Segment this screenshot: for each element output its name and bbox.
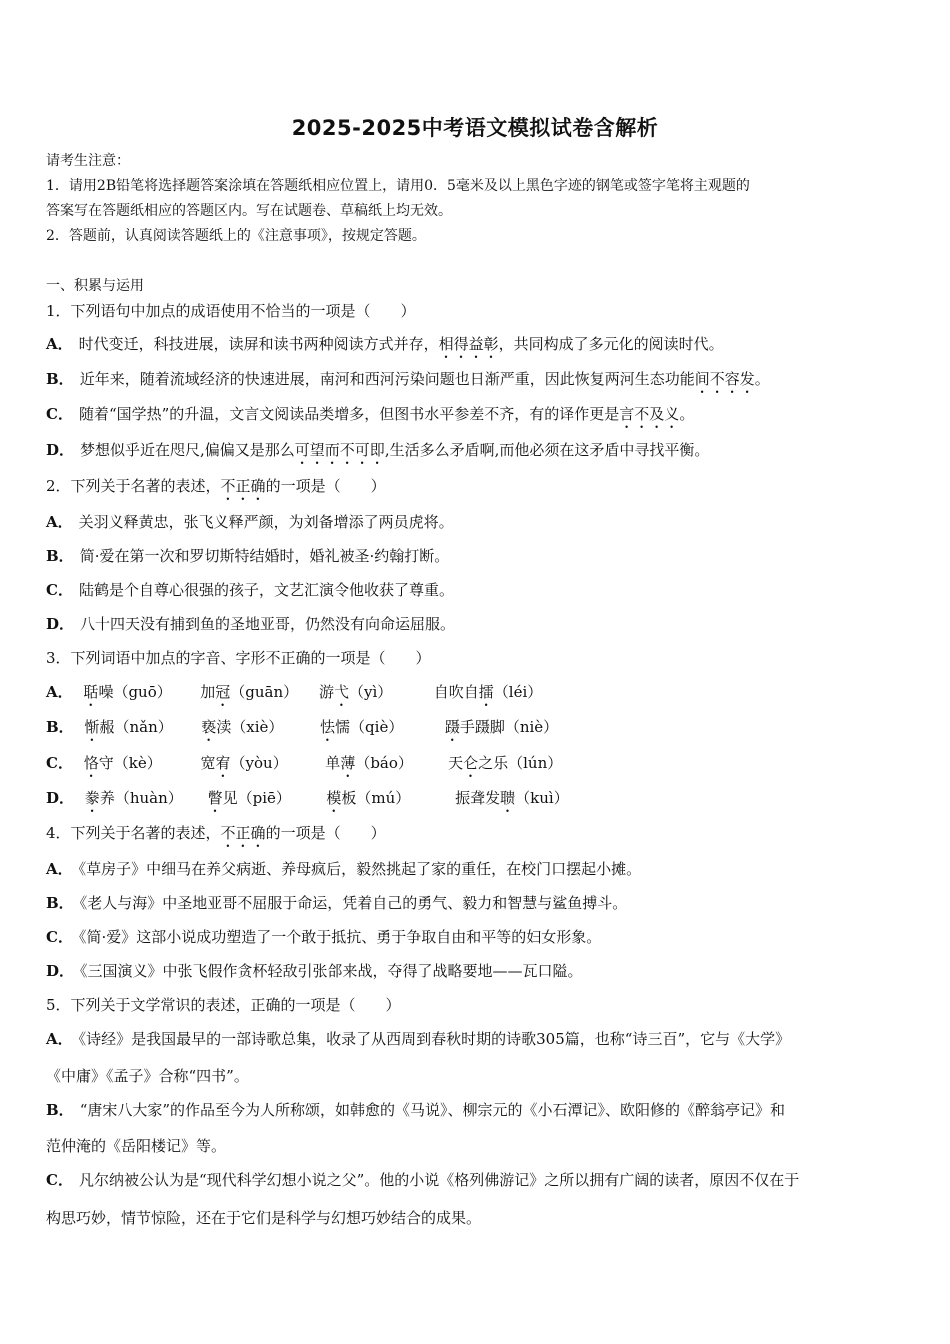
word-text: 天: [448, 754, 464, 772]
option-text: 梦想似乎近在咫尺,偏偏又是那么: [80, 441, 295, 459]
option-letter: C．: [46, 581, 73, 599]
dotted-char: 宥: [215, 754, 231, 772]
option-letter: A．: [46, 335, 73, 353]
option-letter: A．: [46, 513, 73, 531]
q5-option-b-cont: 范仲淹的《岳阳楼记》等。: [46, 1137, 227, 1155]
word-text: 噪（guō）: [98, 683, 172, 701]
q3-option-a: [46, 682, 902, 710]
dotted-char: 薄: [340, 754, 356, 772]
option-letter: A．: [46, 1030, 73, 1048]
dotted-char: 豢: [84, 789, 100, 807]
option-letter: A．: [46, 860, 73, 878]
q2-option-c: [46, 580, 902, 600]
word-text: 游: [318, 683, 334, 701]
option-letter: B．: [46, 370, 74, 388]
word-text: 板（mú）: [341, 789, 411, 807]
stem-text: 的一项是（ ）: [265, 477, 386, 495]
word-text: 懦（qiè）: [335, 718, 404, 736]
option-text: 《老人与海》中圣地亚哥不屈服于命运，凭着自己的勇气、毅力和智慧与鲨鱼搏斗。: [79, 894, 628, 912]
word-cell: [326, 788, 450, 816]
word-cell: [320, 717, 440, 745]
q1-option-c: [46, 404, 902, 432]
dotted-word: 不正确: [220, 824, 266, 842]
dotted-char: 亵: [201, 718, 217, 736]
word-text: （guān）: [230, 683, 299, 701]
word-text: （kuì）: [515, 789, 569, 807]
q5-option-a: [46, 1029, 902, 1049]
option-text: 陆鹤是个自尊心很强的孩子，文艺汇演令他收获了尊重。: [78, 581, 454, 599]
dotted-char: 蹑: [444, 718, 460, 736]
option-text: 《三国演义》中张飞假作贪杯轻敌引张郃来战，夺得了战略要地——瓦口隘。: [80, 962, 583, 980]
dotted-char: 瞥: [207, 789, 223, 807]
word-text: 赧（nǎn）: [99, 718, 173, 736]
option-text: 。: [754, 370, 770, 388]
word-cell: [448, 753, 562, 781]
question-3-stem: 3．下列词语中加点的字音、字形不正确的一项是（ ）: [46, 649, 431, 667]
option-letter: C．: [46, 1171, 73, 1189]
word-text: 自吹自: [433, 683, 479, 701]
dotted-char: 擂: [478, 683, 494, 701]
dotted-char: 弋: [334, 683, 350, 701]
dotted-idiom: 相得益彰: [438, 335, 499, 353]
notice-item: 2．答题前，认真阅读答题纸上的《注意事项》，按规定答题。: [46, 228, 426, 244]
stem-text: 2．下列关于名著的表述，: [46, 477, 221, 495]
dotted-char: 聒: [83, 683, 99, 701]
word-text: 振聋发: [455, 789, 501, 807]
stem-text: 的一项是（ ）: [265, 824, 386, 842]
q2-option-a: [46, 512, 902, 532]
q5-option-c: [46, 1170, 902, 1190]
word-cell: [434, 682, 543, 710]
option-letter: B．: [46, 894, 74, 912]
q4-option-c: [46, 927, 902, 947]
option-letter: C．: [46, 928, 73, 946]
word-text: 宽: [200, 754, 216, 772]
q2-option-b: [46, 546, 902, 566]
option-letter: B．: [46, 547, 74, 565]
option-letter: D．: [46, 789, 75, 807]
notice-heading: 请考生注意：: [46, 153, 130, 169]
option-text: ，共同构成了多元化的阅读时代。: [498, 335, 724, 353]
word-cell: [200, 682, 314, 710]
dotted-char: 恪: [83, 754, 99, 772]
option-text: 。: [679, 405, 695, 423]
option-letter: B．: [46, 718, 74, 736]
q2-option-d: [46, 614, 902, 634]
word-text: 养（huàn）: [99, 789, 183, 807]
dotted-idiom: 可望而不可即: [294, 441, 385, 459]
word-text: 见（piē）: [222, 789, 291, 807]
dotted-char: 惭: [84, 718, 100, 736]
question-4-stem: [46, 823, 902, 851]
page-title: 2025-2025中考语文模拟试卷含解析: [291, 116, 659, 140]
word-cell: [84, 717, 196, 745]
question-2-stem: [46, 476, 902, 504]
word-text: （yòu）: [230, 754, 288, 772]
q4-option-d: [46, 961, 902, 981]
q1-option-d: [46, 440, 902, 468]
word-text: 单: [325, 754, 341, 772]
word-text: （báo）: [355, 754, 413, 772]
q5-option-b: [46, 1100, 902, 1120]
q1-option-b: [46, 369, 902, 397]
q3-option-c: [46, 753, 902, 781]
dotted-char: 怯: [320, 718, 336, 736]
option-text: ,生活多么矛盾啊,而他必须在这矛盾中寻找平衡。: [384, 441, 710, 459]
q4-option-b: [46, 893, 902, 913]
word-text: （yì）: [349, 683, 393, 701]
word-cell: [201, 753, 321, 781]
option-letter: C．: [46, 405, 73, 423]
word-cell: [325, 753, 443, 781]
dotted-char: 模: [326, 789, 342, 807]
word-text: （léi）: [493, 683, 543, 701]
word-text: 加: [200, 683, 216, 701]
option-text: 关羽义释黄忠，张飞义释严颜，为刘备增添了两员虎将。: [78, 513, 454, 531]
option-text: 凡尔纳被公认为是“现代科学幻想小说之父”。他的小说《格列佛游记》之所以拥有广阔的读者，原因不仅在于: [78, 1171, 800, 1189]
notice-item: 答案写在答题纸相应的答题区内。写在试题卷、草稿纸上均无效。: [46, 203, 452, 219]
q4-option-a: [46, 859, 902, 879]
word-cell: [83, 682, 195, 710]
dotted-char: 冠: [215, 683, 231, 701]
option-text: 《草房子》中细马在养父病逝、养母疯后，毅然挑起了家的重任，在校门口摆起小摊。: [78, 860, 642, 878]
word-cell: [208, 788, 322, 816]
option-text: “唐宋八大家”的作品至今为人所称颂，如韩愈的《马说》、柳宗元的《小石潭记》、欧阳修的《醉翁亭记》和: [79, 1101, 786, 1119]
q5-option-a-cont: 《中庸》《孟子》合称“四书”。: [46, 1067, 249, 1085]
option-letter: A．: [46, 683, 73, 701]
word-text: 手蹑脚（niè）: [459, 718, 559, 736]
word-cell: [201, 717, 315, 745]
option-letter: B．: [46, 1101, 74, 1119]
word-cell: [84, 753, 196, 781]
dotted-idiom: 间不容发: [694, 370, 755, 388]
dotted-idiom: 言不及义: [619, 405, 680, 423]
word-cell: [319, 682, 429, 710]
q3-option-d: [46, 788, 902, 816]
word-text: 守（kè）: [98, 754, 162, 772]
stem-text: 4．下列关于名著的表述，: [46, 824, 221, 842]
q5-option-c-cont: 构思巧妙，情节惊险，还在于它们是科学与幻想巧妙结合的成果。: [46, 1209, 482, 1227]
dotted-char: 聩: [500, 789, 516, 807]
option-text: 时代变迁，科技进展，读屏和读书两种阅读方式并存，: [78, 335, 439, 353]
word-cell: [455, 788, 569, 816]
notice-item: 1．请用2B铅笔将选择题答案涂填在答题纸相应位置上，请用0．5毫米及以上黑色字迹的钢笔或签字笔将主观题的: [46, 178, 750, 194]
dotted-word: 不正确: [220, 477, 266, 495]
option-text: 《诗经》是我国最早的一部诗歌总集，收录了从西周到春秋时期的诗歌305篇，也称“诗三百”，它与《大学》: [78, 1030, 791, 1048]
option-letter: C．: [46, 754, 73, 772]
dotted-char: 仑: [463, 754, 479, 772]
question-5-stem: 5．下列关于文学常识的表述，正确的一项是（ ）: [46, 996, 401, 1014]
option-text: 《简·爱》这部小说成功塑造了一个敢于抵抗、勇于争取自由和平等的妇女形象。: [78, 928, 602, 946]
word-cell: [445, 717, 558, 745]
q1-option-a: [46, 334, 902, 362]
question-1-stem: 1．下列语句中加点的成语使用不恰当的一项是（ ）: [46, 302, 416, 320]
option-text: 八十四天没有捕到鱼的圣地亚哥，仍然没有向命运屈服。: [80, 615, 456, 633]
option-letter: D．: [46, 615, 75, 633]
section-heading: 一、积累与运用: [46, 278, 144, 294]
option-text: 随着“国学热”的升温，文言文阅读品类增多，但图书水平参差不齐，有的译作更是: [78, 405, 620, 423]
option-text: 近年来，随着流域经济的快速进展，南河和西河污染问题也日渐严重，因此恢复两河生态功能: [79, 370, 695, 388]
option-text: 简·爱在第一次和罗切斯特结婚时，婚礼被圣·约翰打断。: [79, 547, 450, 565]
word-text: 之乐（lún）: [478, 754, 563, 772]
word-text: 渎（xiè）: [216, 718, 284, 736]
q3-option-b: [46, 717, 902, 745]
word-cell: [85, 788, 203, 816]
option-letter: D．: [46, 962, 75, 980]
option-letter: D．: [46, 441, 75, 459]
